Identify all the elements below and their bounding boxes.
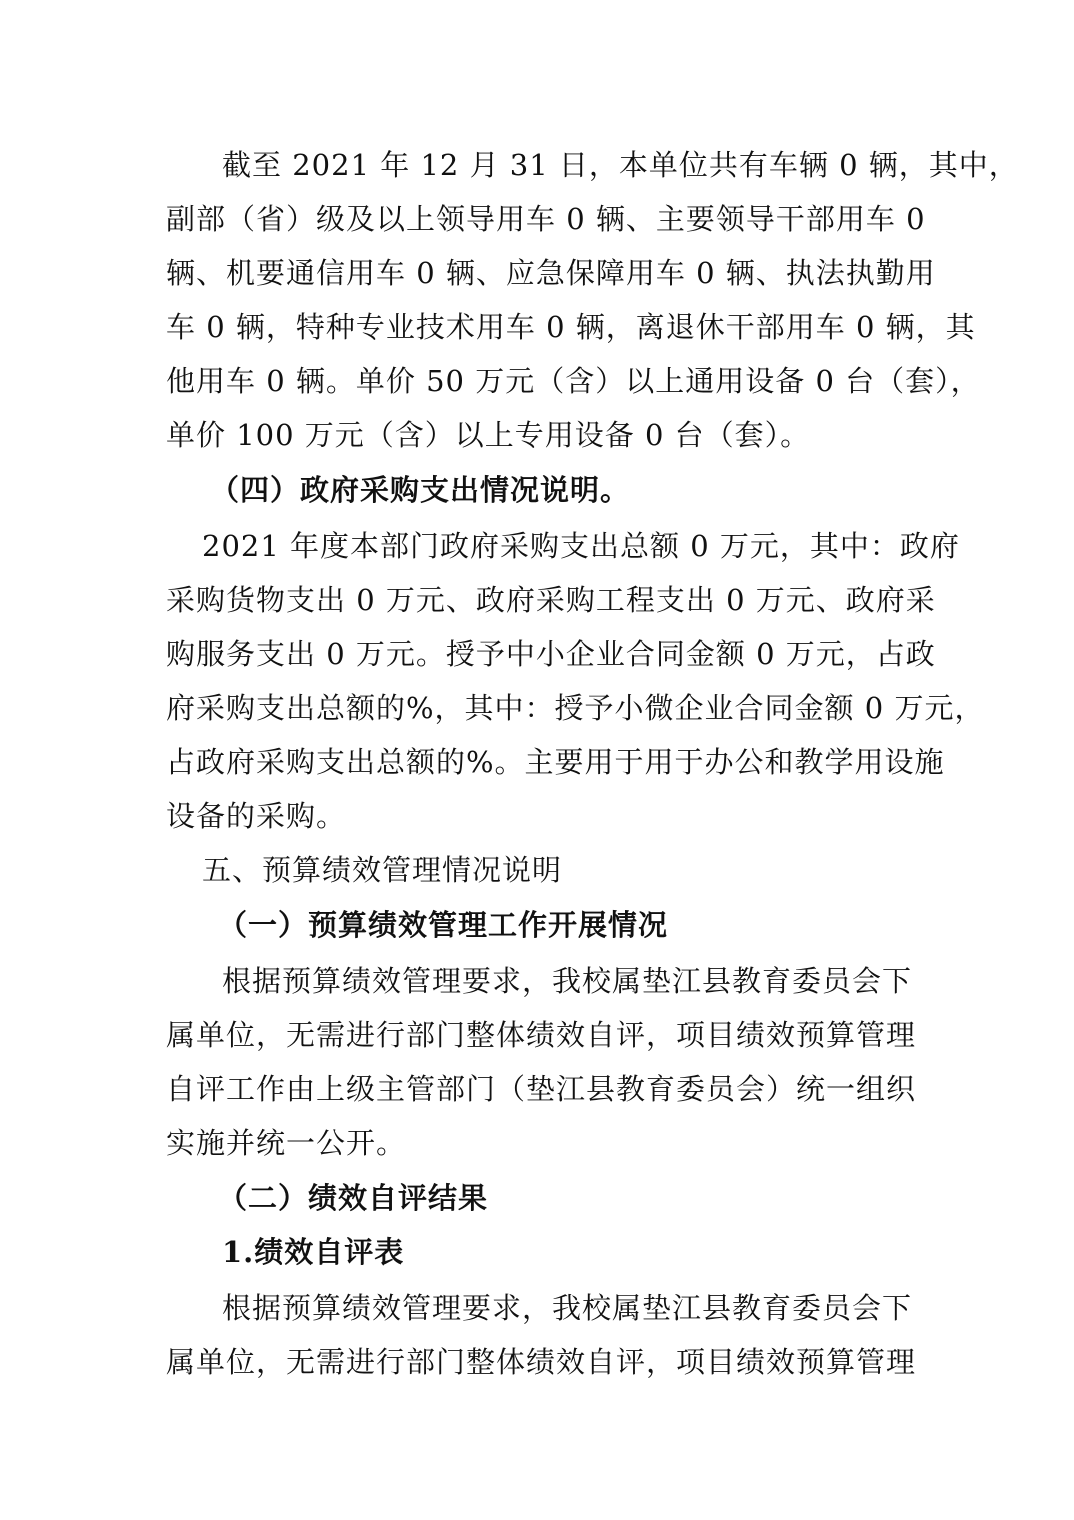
paragraph-line: 占政府采购支出总额的%。主要用于用于办公和教学用设施	[166, 745, 945, 779]
paragraph-line: 购服务支出 0 万元。授予中小企业合同金额 0 万元，占政	[166, 637, 936, 671]
paragraph-line: 根据预算绩效管理要求，我校属垫江县教育委员会下	[222, 1291, 913, 1325]
paragraph-line: 根据预算绩效管理要求，我校属垫江县教育委员会下	[222, 964, 913, 998]
paragraph-line: 2021 年度本部门政府采购支出总额 0 万元，其中：政府	[202, 529, 960, 563]
paragraph-line: 单价 100 万元（含）以上专用设备 0 台（套）。	[166, 418, 811, 452]
paragraph-line: 副部（省）级及以上领导用车 0 辆、主要领导干部用车 0	[166, 202, 926, 236]
paragraph-line: 自评工作由上级主管部门（垫江县教育委员会）统一组织	[166, 1072, 917, 1106]
item-heading-self-evaluation-table: 1.绩效自评表	[222, 1235, 405, 1269]
paragraph-line: 属单位，无需进行部门整体绩效自评，项目绩效预算管理	[166, 1018, 917, 1052]
subsection-heading-work: （一）预算绩效管理工作开展情况	[218, 908, 669, 942]
section-heading-procurement: （四）政府采购支出情况说明。	[210, 473, 631, 507]
paragraph-line: 府采购支出总额的%，其中：授予小微企业合同金额 0 万元，	[166, 691, 985, 725]
paragraph-line: 车 0 辆，特种专业技术用车 0 辆，离退休干部用车 0 辆，其	[166, 310, 976, 344]
paragraph-line: 采购货物支出 0 万元、政府采购工程支出 0 万元、政府采	[166, 583, 936, 617]
paragraph-line: 设备的采购。	[166, 799, 347, 833]
paragraph-line: 属单位，无需进行部门整体绩效自评，项目绩效预算管理	[166, 1345, 917, 1379]
paragraph-line: 实施并统一公开。	[166, 1126, 407, 1160]
section-heading-performance: 五、预算绩效管理情况说明	[202, 853, 563, 887]
paragraph-line: 他用车 0 辆。单价 50 万元（含）以上通用设备 0 台（套），	[166, 364, 981, 398]
paragraph-line: 截至 2021 年 12 月 31 日，本单位共有车辆 0 辆，其中，	[222, 148, 1019, 182]
subsection-heading-results: （二）绩效自评结果	[218, 1181, 489, 1215]
paragraph-line: 辆、机要通信用车 0 辆、应急保障用车 0 辆、执法执勤用	[166, 256, 936, 290]
